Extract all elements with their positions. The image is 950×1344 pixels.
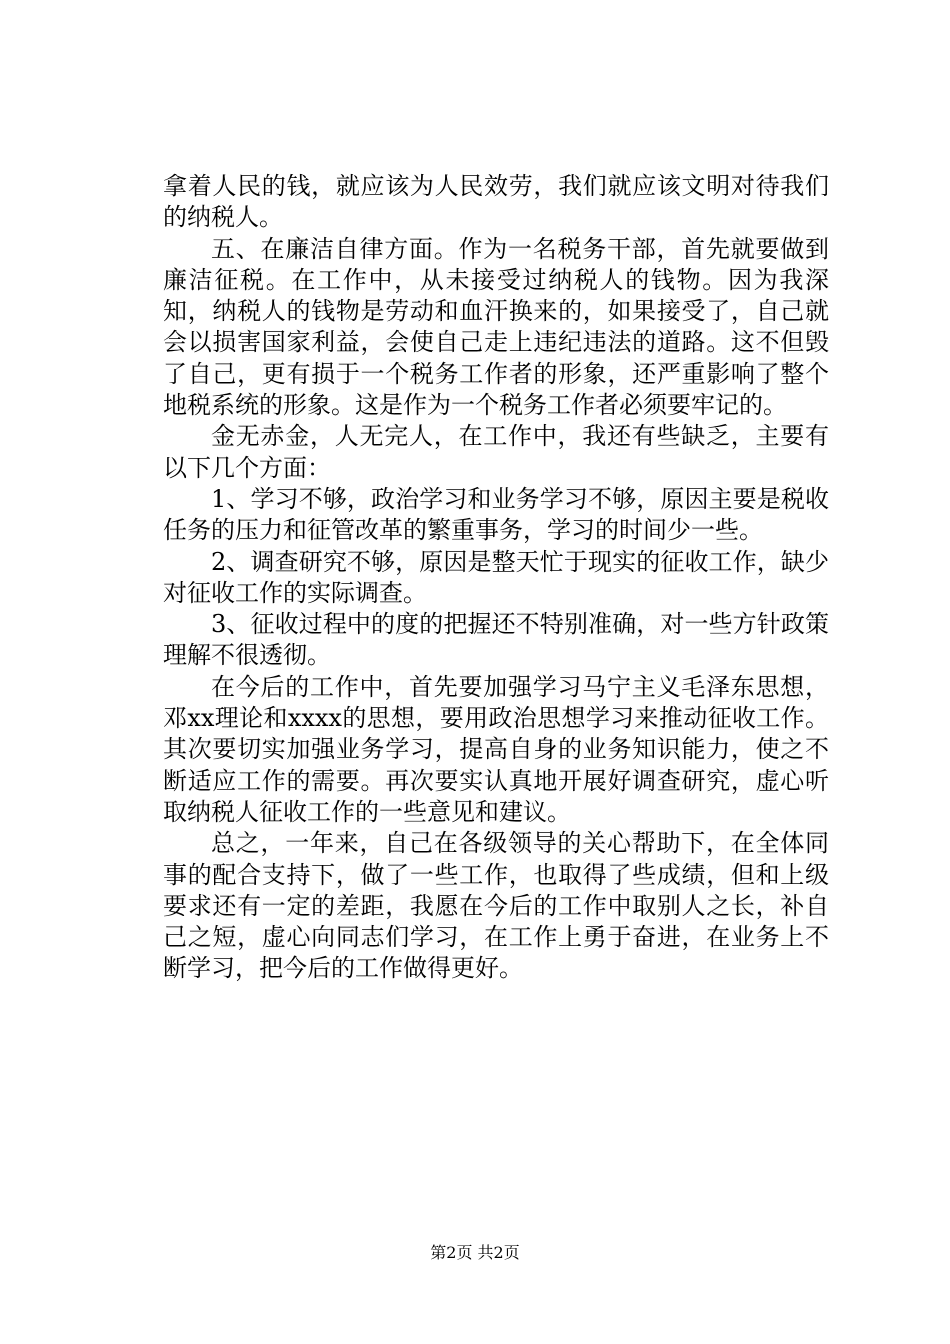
paragraph-3: 金无赤金，人无完人，在工作中，我还有些缺乏，主要有以下几个方面：	[163, 422, 829, 482]
paragraph-7: 在今后的工作中，首先要加强学习马宁主义毛泽东思想，邓xx理论和xxxx的思想，要用政治思想学习来推动征收工作。其次要切实加强业务学习，提高自身的业务知识能力，使之不断适应工作的需要。再次要实认真地开展好调查研究，虚心听取纳税人征收工作的一些意见和建议。	[163, 672, 829, 826]
paragraph-4: 1、学习不够，政治学习和业务学习不够，原因主要是税收任务的压力和征管改革的繁重事务，学习的时间少一些。	[163, 484, 829, 545]
paragraph-2: 五、在廉洁自律方面。作为一名税务干部，首先就要做到廉洁征税。在工作中，从未接受过纳税人的钱物。因为我深知，纳税人的钱物是劳动和血汗换来的，如果接受了，自己就会以损害国家利益，会使自己走上违纪违法的道路。这不但毁了自己，更有损于一个税务工作者的形象，还严重影响了整个地税系统的形象。这是作为一个税务工作者必须要牢记的。	[163, 234, 829, 420]
page-footer: 第2页 共2页	[430, 1243, 520, 1262]
paragraph-5: 2、调查研究不够，原因是整天忙于现实的征收工作，缺少对征收工作的实际调查。	[163, 547, 829, 607]
paragraph-1: 拿着人民的钱，就应该为人民效劳，我们就应该文明对待我们的纳税人。	[163, 172, 829, 232]
paragraph-8: 总之，一年来，自己在各级领导的关心帮助下，在全体同事的配合支持下，做了一些工作，也取得了些成绩，但和上级要求还有一定的差距，我愿在今后的工作中取别人之长，补自己之短，虚心向同志们学习，在工作上勇于奋进，在业务上不断学习，把今后的工作做得更好。	[163, 829, 829, 983]
document-body	[163, 171, 829, 985]
paragraph-6: 3、征收过程中的度的把握还不特别准确，对一些方针政策理解不很透彻。	[163, 610, 829, 670]
